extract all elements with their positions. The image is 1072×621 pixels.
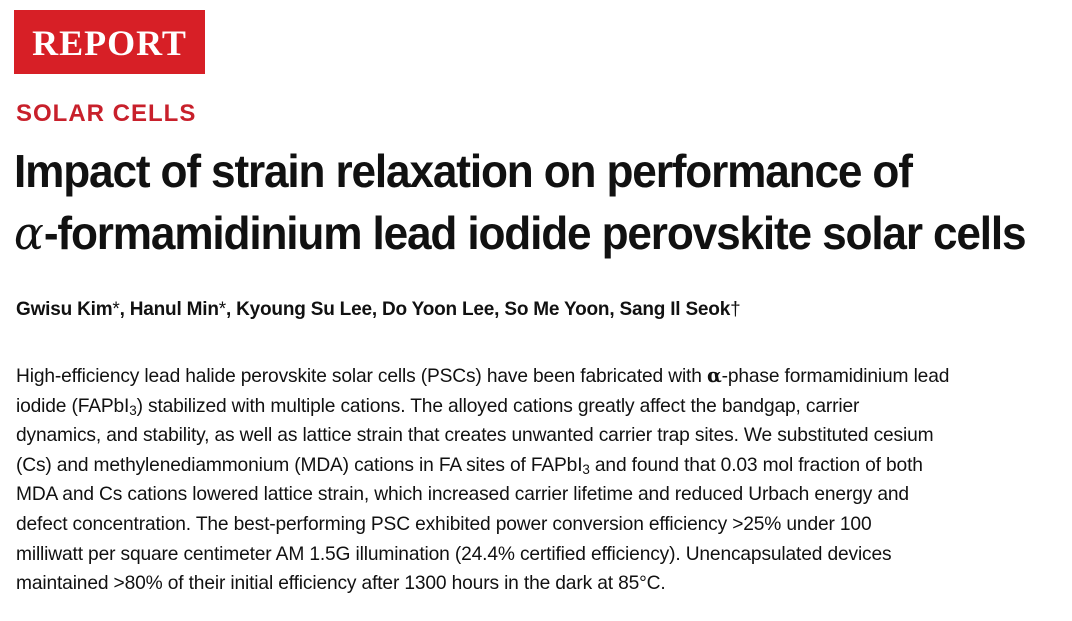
author-name[interactable]: Kyoung Su Lee	[236, 299, 372, 320]
article-title	[14, 140, 1026, 264]
author-name[interactable]: Sang Il Seok	[619, 299, 731, 320]
abstract-line: milliwatt per square centimeter AM 1.5G illumination (24.4% certified efficiency). Unencapsulated devices	[16, 543, 892, 565]
abstract-line: maintained >80% of their initial efficiency after 1300 hours in the dark at 85°C.	[16, 573, 666, 595]
title-line-2	[14, 202, 1026, 264]
author-name[interactable]: Hanul Min	[129, 299, 219, 320]
author-mark: *	[112, 299, 120, 320]
author-separator: ,	[371, 299, 382, 320]
abstract-text: -phase formamidinium lead	[721, 366, 950, 387]
abstract-text: and found that 0.03 mol fraction of both	[589, 454, 923, 476]
abstract-text: (Cs) and methylenediammonium (MDA) cations in FA sites of FAPbI	[16, 454, 583, 476]
author-separator: ,	[225, 299, 237, 320]
abstract	[16, 361, 1061, 599]
author-mark: †	[730, 299, 741, 320]
title-line-2-text: -formamidinium lead iodide perovskite solar cells	[43, 207, 1026, 259]
author-separator: ,	[494, 299, 505, 320]
author-separator: ,	[609, 299, 620, 320]
abstract-line: dynamics, and stability, as well as lattice strain that creates unwanted carrier trap sites. We substituted cesium	[16, 425, 934, 447]
report-badge-label: REPORT	[32, 23, 187, 63]
title-alpha-symbol: α	[14, 206, 44, 260]
subscript: 3	[582, 461, 590, 477]
author-list	[16, 296, 740, 324]
abstract-line: defect concentration. The best-performing PSC exhibited power conversion efficiency >25% under 100	[16, 513, 872, 535]
abstract-text: High-efficiency lead halide perovskite solar cells (PSCs) have been fabricated with	[16, 366, 707, 387]
abstract-text: ) stabilized with multiple cations. The alloyed cations greatly affect the bandgap, carrier	[136, 395, 860, 417]
author-name[interactable]: Gwisu Kim	[16, 299, 113, 320]
title-line-1: Impact of strain relaxation on performance of	[14, 145, 912, 197]
author-name[interactable]: So Me Yoon	[504, 299, 610, 320]
author-mark: *	[218, 299, 226, 320]
abstract-text: iodide (FAPbI	[16, 395, 130, 417]
abstract-line	[16, 451, 1061, 481]
alpha-symbol: α	[706, 364, 722, 387]
subscript: 3	[129, 402, 137, 418]
report-badge	[14, 10, 205, 74]
abstract-line: MDA and Cs cations lowered lattice strain, which increased carrier lifetime and reduced Urbach energy and	[16, 484, 909, 506]
section-label: SOLAR CELLS	[16, 100, 197, 127]
abstract-line	[16, 392, 1061, 422]
abstract-line	[16, 361, 1061, 392]
author-separator: ,	[119, 299, 130, 320]
author-name[interactable]: Do Yoon Lee	[382, 299, 495, 320]
